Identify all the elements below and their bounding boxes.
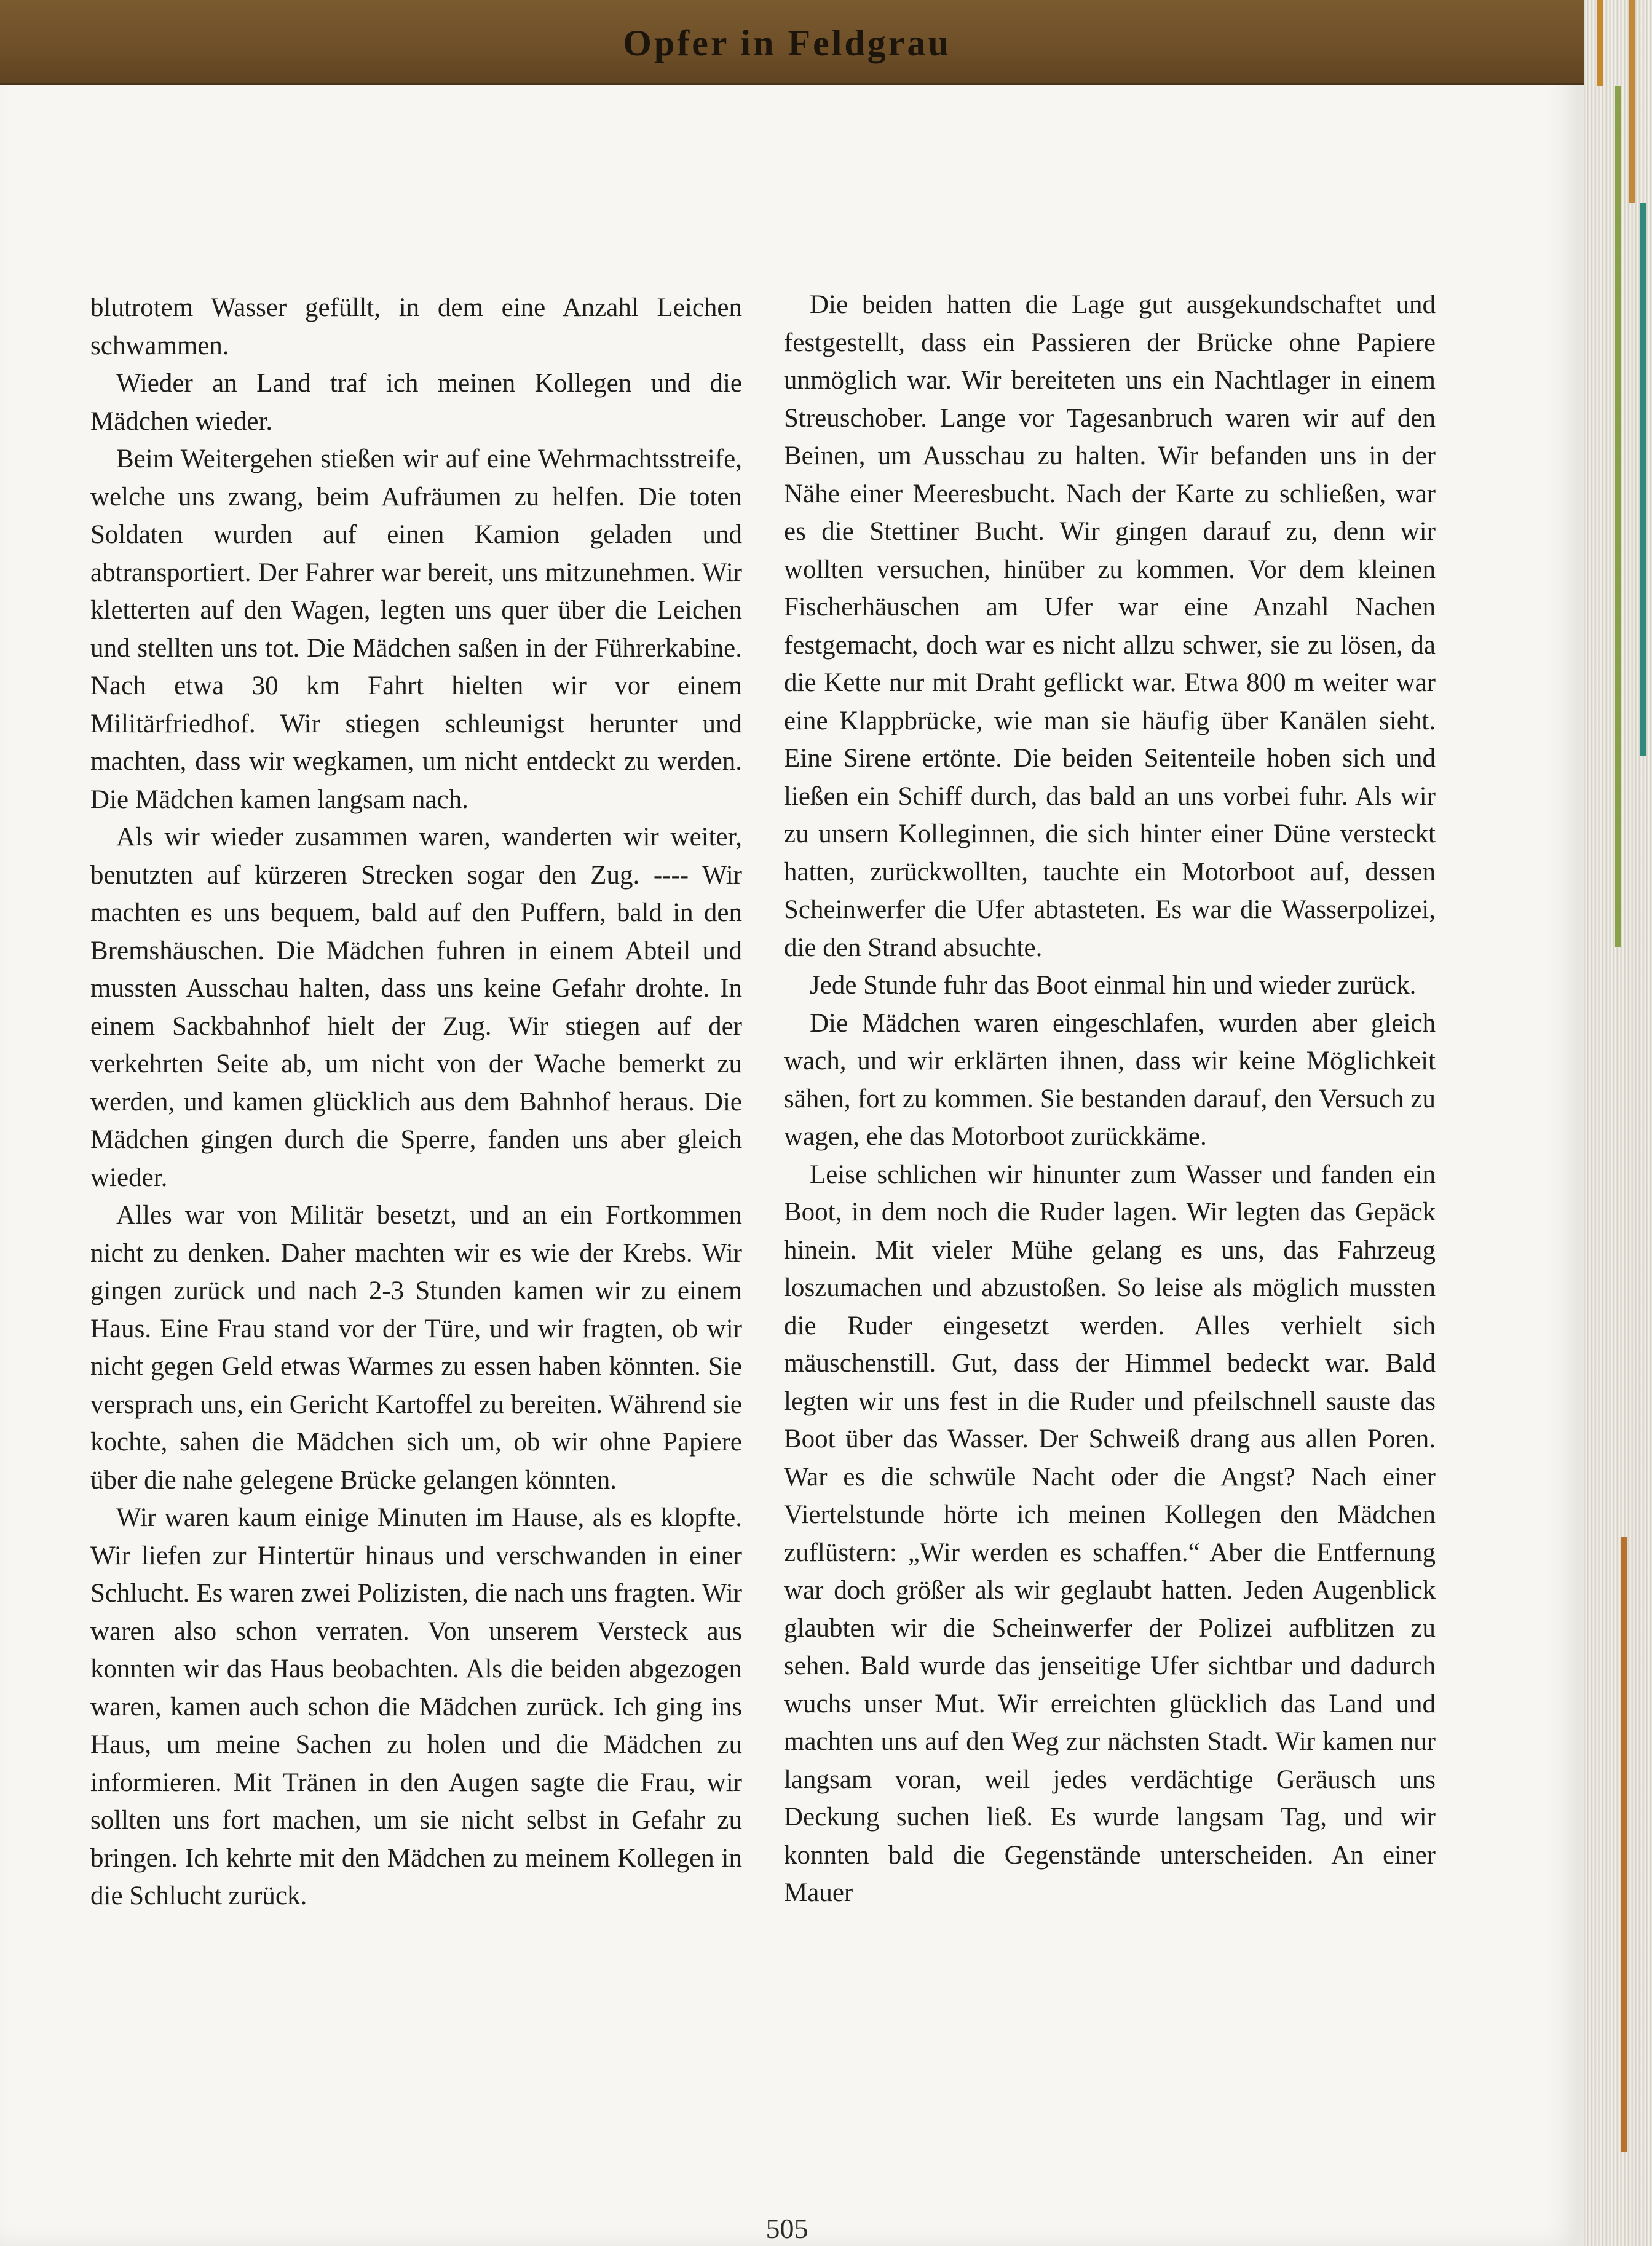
paragraph: Als wir wieder zusammen waren, wanderten wir weiter, benutzten auf kürzeren Strecken sogar den Zug. ---- Wir machten es uns bequem, bald auf den Puffern, bald in den Bremshäuschen. Die Mädchen fuhren in einem Abteil und mussten Ausschau halten, dass uns keine Gefahr drohte. In einem Sackbahnhof hielt der Zug. Wir stiegen auf der verkehrten Seite ab, um nicht von der Wache bemerkt zu werden, und kamen glücklich aus dem Bahnhof heraus. Die Mädchen gingen durch die Sperre, fanden uns aber gleich wieder. [90,823,742,1192]
running-header-title: Opfer in Feldgrau [623,23,951,63]
edge-tab-marker [1615,86,1621,947]
page-edge-stack [1584,0,1652,2246]
page-number: 505 [765,2213,808,2244]
edge-tab-marker [1640,203,1646,756]
paragraph: Die Mädchen waren eingeschlafen, wurden aber gleich wach, und wir erklärten ihnen, dass wir keine Möglichkeit sähen, fort zu kommen. Sie bestanden darauf, den Versuch zu wagen, ehe das Motorboot zurückkäme. [784,1008,1436,1151]
paragraph: blutrotem Wasser gefüllt, in dem eine Anzahl Leichen schwammen. [90,293,742,360]
running-header-band [0,0,1592,85]
paragraph: Wieder an Land traf ich meinen Kollegen und die Mädchen wieder. [90,369,742,436]
paragraph: Die beiden hatten die Lage gut ausgekundschaftet und festgestellt, dass ein Passieren der Brücke ohne Papiere unmöglich war. Wir bereiteten uns ein Nachtlager in einem Streuschober. Lange vor Tagesanbruch waren wir auf den Beinen, um Ausschau zu halten. Wir befanden uns in der Nähe einer Meeresbucht. Nach der Karte zu schließen, war es die Stettiner Bucht. Wir gingen darauf zu, denn wir wollten versuchen, hinüber zu kommen. Vor dem kleinen Fischerhäuschen am Ufer war eine Anzahl Nachen festgemacht, doch war es nicht allzu schwer, sie zu lösen, da die Kette nur mit Draht geflickt war. Etwa 800 m weiter war eine Klappbrücke, wie man sie häufig über Kanälen sieht. Eine Sirene ertönte. Die beiden Seitenteile hoben sich und ließen ein Schiff durch, das bald an uns vorbei fuhr. Als wir zu unsern Kolleginnen, die sich hinter einer Düne versteckt hatten, zurückwollten, tauchte ein Motorboot auf, dessen Scheinwerfer die Ufer abtasteten. Es war die Wasserpolizei, die den Strand absuchte. [784,290,1436,962]
right-text-column [784,286,1436,1912]
left-text-column [90,289,742,1915]
edge-tab-marker [1597,0,1603,86]
edge-tab-marker [1621,1537,1627,2152]
paragraph: Jede Stunde fuhr das Boot einmal hin und wieder zurück. [810,971,1417,1000]
paragraph: Leise schlichen wir hinunter zum Wasser und fanden ein Boot, in dem noch die Ruder lagen. Wir legten das Gepäck hinein. Mit vieler Mühe gelang es uns, das Fahrzeug loszumachen und abzustoßen. So leise als möglich mussten die Ruder eingesetzt werden. Alles verhielt sich mäuschenstill. Gut, dass der Himmel bedeckt war. Bald legten wir uns fest in die Ruder und pfeilschnell sauste das Boot über das Wasser. Der Schweiß drang aus allen Poren. War es die schwüle Nacht oder die Angst? Nach einer Viertelstunde hörte ich meinen Kollegen den Mädchen zuflüstern: „Wir werden es schaffen.“ Aber die Entfernung war doch größer als wir geglaubt hatten. Jeden Augenblick glaubten wir die Scheinwerfer der Polizei aufblitzen zu sehen. Bald wurde das jenseitige Ufer sichtbar und dadurch wuchs unser Mut. Wir erreichten glücklich das Land und machten uns auf den Weg zur nächsten Stadt. Wir kamen nur langsam voran, weil jedes verdächtige Geräusch uns Deckung suchen ließ. Es wurde langsam Tag, und wir konnten bald die Gegenstände unterscheiden. An einer Mauer [784,1160,1436,1907]
edge-tab-marker [1629,0,1635,203]
paragraph: Alles war von Militär besetzt, und an ein Fortkommen nicht zu denken. Daher machten wir es wie der Krebs. Wir gingen zurück und nach 2-3 Stunden kamen wir zu einem Haus. Eine Frau stand vor der Türe, und wir fragten, ob wir nicht gegen Geld etwas Warmes zu essen haben könnten. Sie versprach uns, ein Gericht Kartoffel zu bereiten. Während sie kochte, sahen die Mädchen sich um, ob wir ohne Papiere über die nahe gelegene Brücke gelangen könnten. [90,1201,742,1495]
paragraph: Beim Weitergehen stießen wir auf eine Wehrmachtsstreife, welche uns zwang, beim Aufräumen zu helfen. Die toten Soldaten wurden auf einen Kamion geladen und abtransportiert. Der Fahrer war bereit, uns mitzunehmen. Wir kletterten auf den Wagen, legten uns quer über die Leichen und stellten uns tot. Die Mädchen saßen in der Führerkabine. Nach etwa 30 km Fahrt hielten wir vor einem Militärfriedhof. Wir stiegen schleunigst herunter und machten, dass wir wegkamen, um nicht entdeckt zu werden. Die Mädchen kamen langsam nach. [90,445,742,814]
paragraph: Wir waren kaum einige Minuten im Hause, als es klopfte. Wir liefen zur Hintertür hinaus und verschwanden in einer Schlucht. Es waren zwei Polizisten, die nach uns fragten. Wir waren also schon verraten. Von unserem Versteck aus konnten wir das Haus beobachten. Als die beiden abgezogen waren, kamen auch schon die Mädchen zurück. Ich ging ins Haus, um meine Sachen zu holen und die Mädchen zu informieren. Mit Tränen in den Augen sagte die Frau, wir sollten uns fort machen, um sie nicht selbst in Gefahr zu bringen. Ich kehrte mit den Mädchen zu meinem Kollegen in die Schlucht zurück. [90,1503,742,1910]
